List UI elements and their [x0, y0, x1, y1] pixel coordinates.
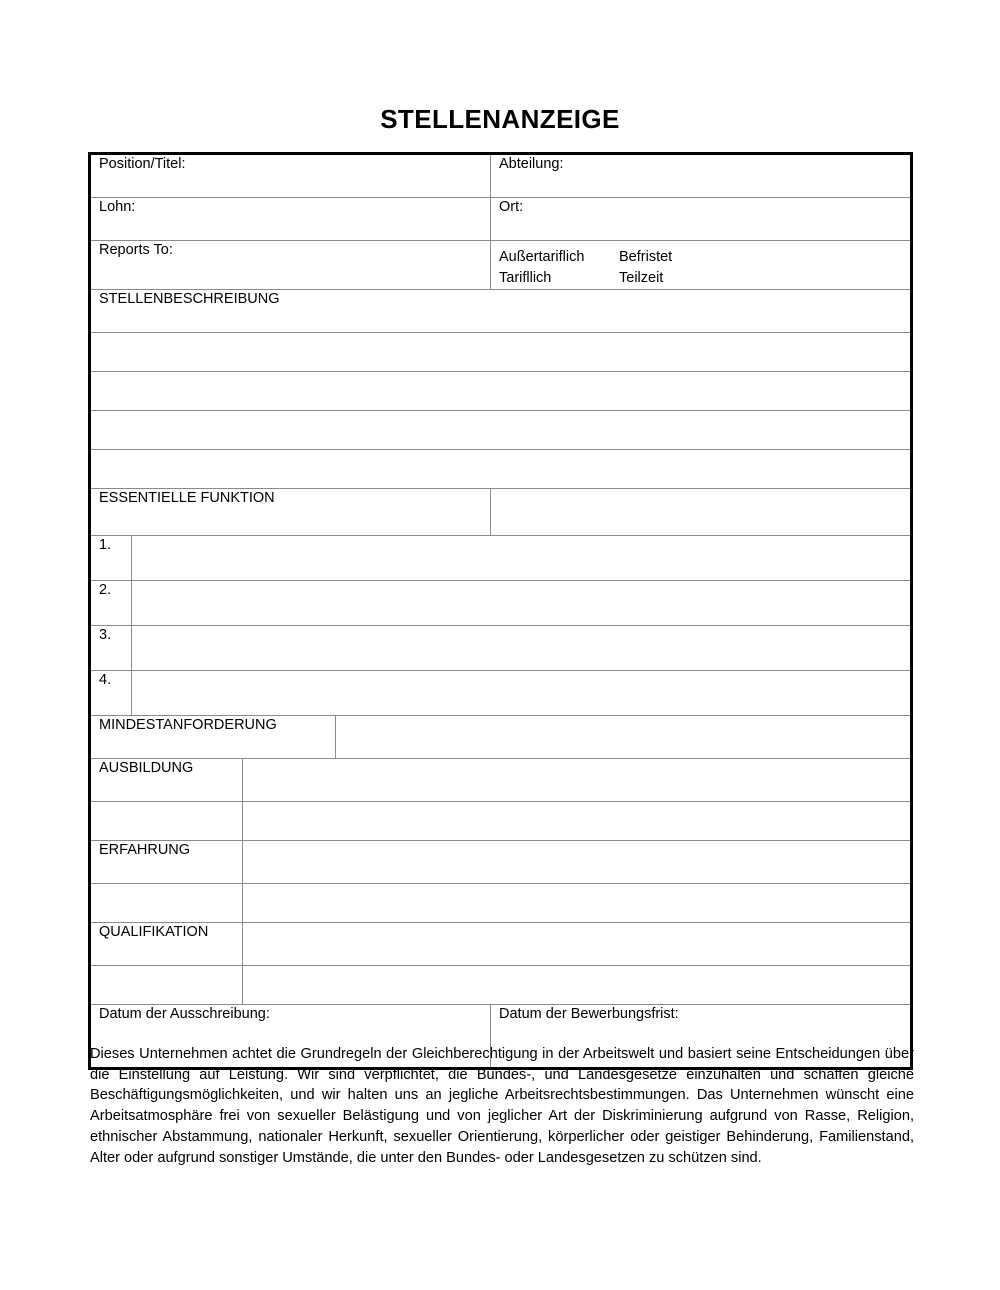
table-row-education	[90, 759, 912, 802]
reports-to-field[interactable]: Reports To:	[90, 241, 491, 290]
table-row-reports-to	[90, 241, 912, 290]
table-row-job-description-line	[90, 372, 912, 411]
table-row-position	[90, 154, 912, 198]
minimum-requirement-header-blank[interactable]	[336, 716, 912, 759]
department-field[interactable]: Abteilung:	[491, 154, 912, 198]
education-label: AUSBILDUNG	[90, 759, 243, 802]
education-input-2[interactable]	[243, 802, 912, 841]
location-field[interactable]: Ort:	[491, 198, 912, 241]
table-row-qualification-extra	[90, 966, 912, 1005]
table-row-essential-function-item	[90, 671, 912, 716]
table-row-essential-function-item	[90, 626, 912, 671]
experience-label-blank[interactable]	[90, 884, 243, 923]
qualification-label-blank[interactable]	[90, 966, 243, 1005]
page-title: STELLENANZEIGE	[380, 104, 620, 134]
experience-input-1[interactable]	[243, 841, 912, 884]
job-description-label: STELLENBESCHREIBUNG	[90, 290, 912, 333]
table-row-qualification	[90, 923, 912, 966]
essential-function-input-2[interactable]	[132, 581, 912, 626]
qualification-input-1[interactable]	[243, 923, 912, 966]
job-description-input-3[interactable]	[90, 411, 912, 450]
job-posting-form-table	[88, 152, 913, 1070]
essential-function-number-4: 4.	[90, 671, 132, 716]
position-title-field[interactable]: Position/Titel:	[90, 154, 491, 198]
table-row-experience-extra	[90, 884, 912, 923]
job-description-input-1[interactable]	[90, 333, 912, 372]
salary-field[interactable]: Lohn:	[90, 198, 491, 241]
posting-date-field[interactable]: Datum der Ausschreibung:	[90, 1005, 491, 1069]
table-row-experience	[90, 841, 912, 884]
table-row-job-description-line	[90, 411, 912, 450]
qualification-label: QUALIFIKATION	[90, 923, 243, 966]
experience-input-2[interactable]	[243, 884, 912, 923]
equal-opportunity-disclaimer: Dieses Unternehmen achtet die Grundregeln der Gleichberechtigung in der Arbeitswelt und basiert seine Entscheidungen über die Einstellung auf Leistung. Wir sind verpflichtet, die Bundes-, und Landesgesetze einzuhalten und schaffen gleiche Beschäftigungsmöglichkeiten, und wir halten uns an jegliche Arbeitsrechtsbestimmungen. Das Unternehmen wünscht eine Arbeitsatmosphäre frei von sexueller Belästigung und von jeglicher Art der Diskriminierung aufgrund von Rasse, Religion, ethnischer Abstammung, nationaler Herkunft, sexueller Orientierung, körperlicher oder geistiger Behinderung, Familienstand, Alter oder aufgrund sonstiger Umstände, die unter den Bundes- oder Landesgesetzen zu schützen sind.	[90, 1046, 914, 1166]
essential-function-number-3: 3.	[90, 626, 132, 671]
table-row-job-description-header	[90, 290, 912, 333]
qualification-input-2[interactable]	[243, 966, 912, 1005]
table-row-salary	[90, 198, 912, 241]
deadline-date-field[interactable]: Datum der Bewerbungsfrist:	[491, 1005, 912, 1069]
employment-type-above-tariff[interactable]: Außertariflich	[499, 249, 585, 265]
table-row-essential-function-item	[90, 536, 912, 581]
minimum-requirement-label: MINDESTANFORDERUNG	[90, 716, 336, 759]
education-input-1[interactable]	[243, 759, 912, 802]
essential-function-label: ESSENTIELLE FUNKTION	[90, 489, 491, 536]
table-row-job-description-line	[90, 450, 912, 489]
employment-type-tariff[interactable]: Tarifllich	[499, 270, 552, 287]
essential-function-number-1: 1.	[90, 536, 132, 581]
table-row-essential-function-item	[90, 581, 912, 626]
essential-function-input-1[interactable]	[132, 536, 912, 581]
education-label-blank[interactable]	[90, 802, 243, 841]
essential-function-header-blank[interactable]	[491, 489, 912, 536]
table-row-minimum-requirement-header	[90, 716, 912, 759]
employment-type-part-time[interactable]: Teilzeit	[619, 270, 664, 287]
essential-function-number-2: 2.	[90, 581, 132, 626]
employment-type-fixed-term[interactable]: Befristet	[619, 249, 673, 265]
job-description-input-2[interactable]	[90, 372, 912, 411]
table-row-education-extra	[90, 802, 912, 841]
essential-function-input-4[interactable]	[132, 671, 912, 716]
table-row-essential-function-header	[90, 489, 912, 536]
job-description-input-4[interactable]	[90, 450, 912, 489]
experience-label: ERFAHRUNG	[90, 841, 243, 884]
table-row-job-description-line	[90, 333, 912, 372]
employment-type-group	[491, 241, 912, 290]
essential-function-input-3[interactable]	[132, 626, 912, 671]
